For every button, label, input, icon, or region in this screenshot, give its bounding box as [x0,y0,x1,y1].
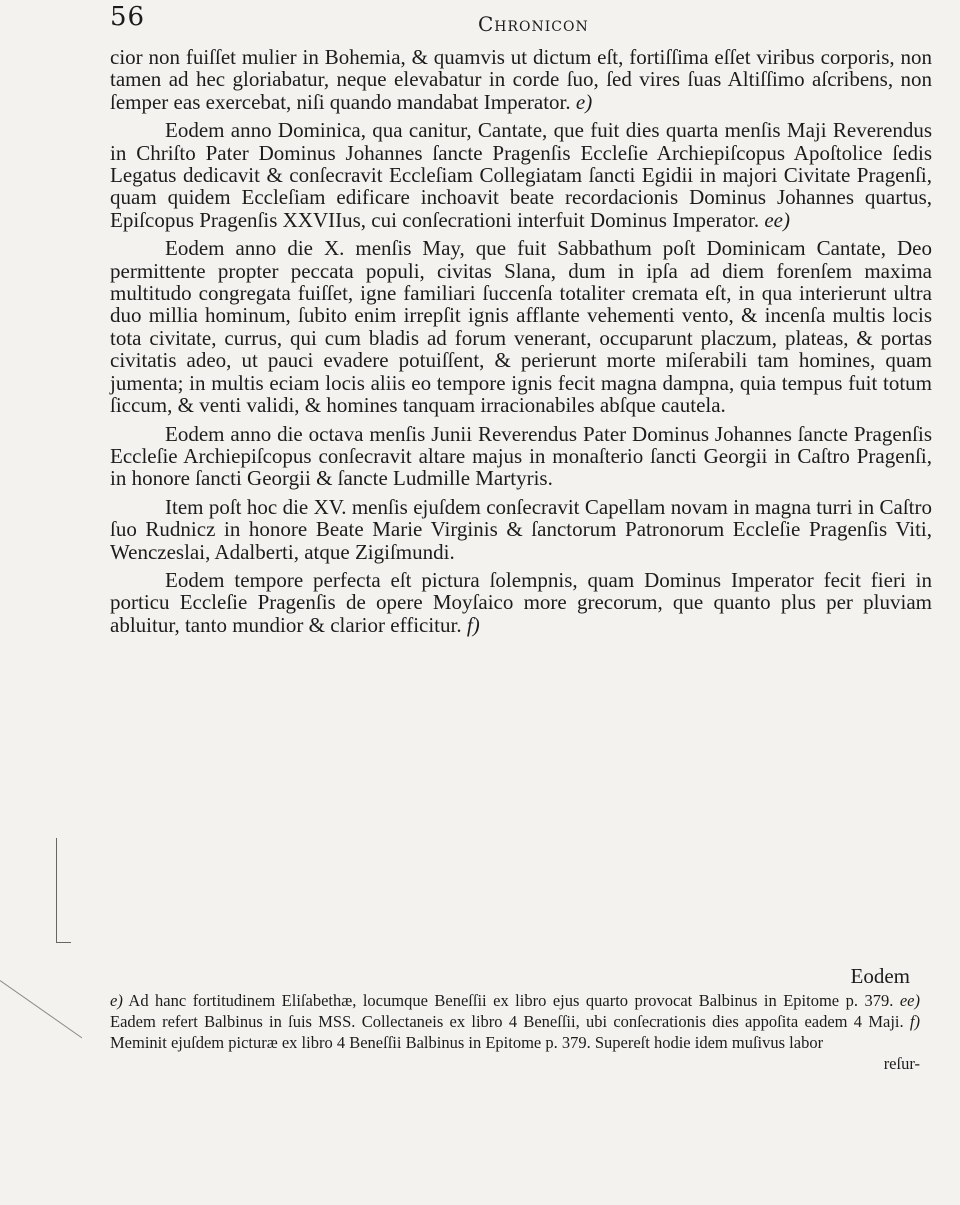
footnote-mark-ee: ee) [899,991,921,1010]
paragraph-4-text: Eodem anno die octava menſis Junii Reverendus Pater Dominus Johannes ſancte Pragenſis Eccleſie Archiepiſcopus conſecravit altare majus in monaſterio ſancti Georgii in Caſtro Pragenſi, in honore ſancti Georgii & ſancte Ludmille Martyris. [110,421,932,491]
paragraph-5-text: Item poſt hoc die XV. menſis ejuſdem conſecravit Capellam novam in magna turri in Caſtro ſuo Rudnicz in honore Beate Marie Virginis & ſanctorum Patronorum Eccleſie Pragenſis Viti, Wenczeslai, Adalberti, atque Zigiſmundi. [110,494,932,564]
paragraph-1-text: cior non fuiſſet mulier in Bohemia, & quamvis ut dictum eſt, fortiſſima eſſet viribus corporis, non tamen ad hec gloriabatur, neque elevabatur in corde ſuo, ſed vires ſuas Altiſſimo aſcribens, non ſemper eas exercebat, niſi quando mandabat Imperator. [110,45,932,114]
footnote-f-text: Meminit ejuſdem picturæ ex libro 4 Beneſſii Balbinus in Epitome p. 379. Supereſt hodie idem muſivus labor [110,1033,824,1052]
note-ref-f: f) [466,612,480,637]
margin-bracket-mark [56,838,71,943]
footnote-ee-text: Eadem refert Balbinus in ſuis MSS. Collectaneis ex libro 4 Beneſſii, ubi conſecrationis dies appoſita eadem 4 Maji. [110,1012,904,1031]
note-ref-ee: ee) [764,207,790,232]
paragraph-6-text: Eodem tempore perfecta eſt pictura ſolempnis, quam Dominus Imperator fecit fieri in porticu Eccleſie Pragenſis de opere Moyſaico more grecorum, que quanto plus per pluviam abluitur, tanto mundior & clarior efficitur. [110,567,932,637]
paragraph-6 [110,569,932,636]
margin-pencil-line [0,980,82,1038]
page-header [110,2,920,42]
running-head: Chronicon [478,12,589,36]
note-ref-e: e) [575,89,593,114]
footnote-catchword: reſur- [883,1054,920,1073]
main-text [110,46,932,642]
paragraph-1 [110,46,932,113]
paragraph-5 [110,496,932,563]
paragraph-3-text: Eodem anno die X. menſis May, que fuit Sabbathum poſt Dominicam Cantate, Deo permittente propter peccata populi, civitas Slana, dum in ipſa ad diem forenſem maxima multitudo congregata fuiſſet, igne familiari ſuccenſa totaliter cremata eſt, in qua interierunt ultra duo millia hominum, ſubito enim irrepſit ignis afflante vehementi vento, & incenſa multis locis tota civitate, currus, qui cum bladis ad forum venerant, occuparunt placzum, plateas, & portas civitatis adeo, ut pauci evadere potuiſſent, & perierunt morte miſerabili tam homines, quam jumenta; in multis eciam locis aliis eo tempore ignis fecit magna dampna, quia tempus fuit totum ſiccum, & venti validi, & homines tanquam irracionabiles abſque cautela. [110,236,932,418]
paragraph-2 [110,119,932,231]
page-number: 56 [110,2,146,32]
paragraph-4 [110,423,932,490]
footnotes [110,990,920,1074]
footnote-mark-e: e) [110,991,123,1010]
paragraph-3 [110,237,932,416]
footnote-e-text: Ad hanc fortitudinem Eliſabethæ, locumque Beneſſii ex libro ejus quarto provocat Balbinus in Epitome p. 379. [128,991,894,1010]
catchword: Eodem [850,964,910,988]
paragraph-2-text: Eodem anno Dominica, qua canitur, Cantate, que fuit dies quarta menſis Maji Reverendus in Chriſto Pater Dominus Johannes ſancte Pragenſis Eccleſie Archiepiſcopus Apoſtolice ſedis Legatus dedicavit & conſecravit Eccleſiam Collegiatam ſancti Egidii in majori Civitate Pragenſi, quam quidem Eccleſiam edificare inchoavit beate recordacionis Dominus Johannes quartus, Epiſcopus Pragenſis XXVIIus, cui conſecrationi interfuit Dominus Imperator. [110,118,932,232]
footnote-mark-f: f) [909,1012,920,1031]
